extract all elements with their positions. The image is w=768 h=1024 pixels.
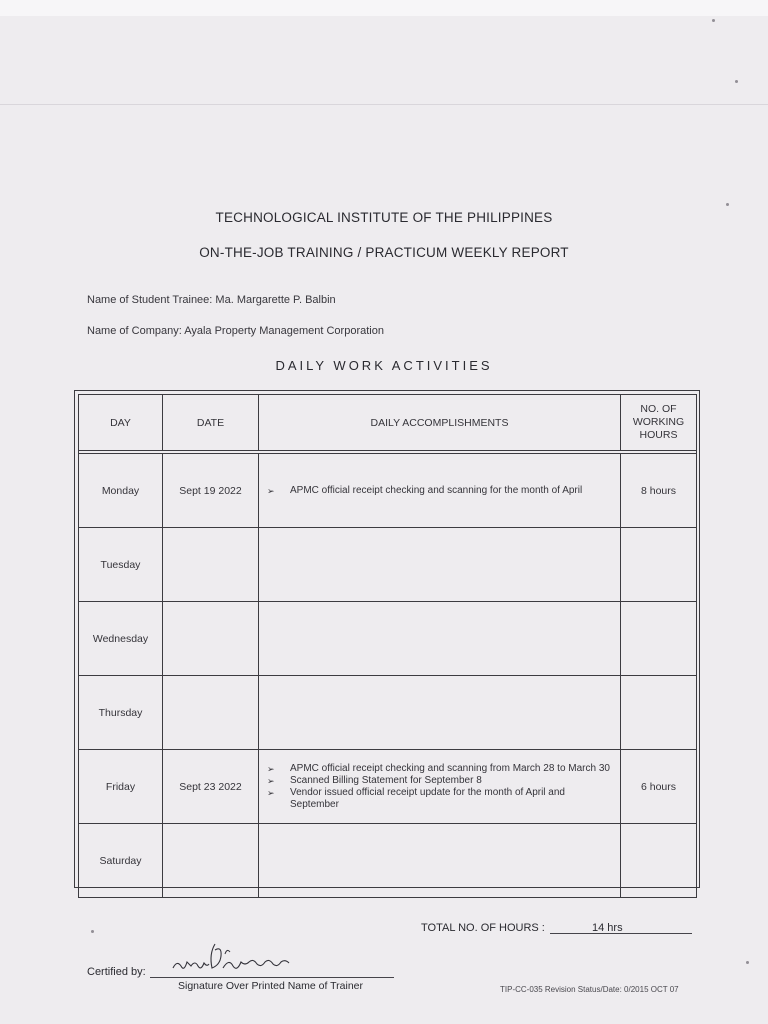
header-accomplishments: DAILY ACCOMPLISHMENTS [259,395,621,451]
activities-table [78,394,697,898]
paper-fold-line [0,104,768,105]
table-row [79,454,697,528]
arrow-bullet-icon: ➢ [267,787,275,798]
accomplishment-item: ➢ Vendor issued official receipt update for the month of April and September [267,786,565,810]
row-accomplishments [259,750,621,824]
scan-speck [726,203,729,206]
company-label: Name of Company: [87,325,182,337]
scan-speck [735,80,738,83]
scan-speck [91,930,94,933]
row-accomplishments [259,602,621,676]
row-accomplishments [259,824,621,898]
trainee-label: Name of Student Trainee: [87,294,213,306]
row-date [163,824,259,898]
row-day: Thursday [79,676,163,750]
accomplishment-item: ➢ APMC official receipt checking and scanning for the month of April [267,484,583,496]
scan-speck [712,19,715,22]
row-day: Saturday [79,824,163,898]
table-row [79,824,697,898]
company-line [87,325,384,337]
row-hours [621,528,697,602]
row-day: Tuesday [79,528,163,602]
certified-by-label: Certified by: [87,966,146,978]
row-accomplishments [259,528,621,602]
row-date [163,602,259,676]
accomplishment-item: ➢ APMC official receipt checking and scanning from March 28 to March 30 [267,762,610,774]
scan-speck [746,961,749,964]
header-working-hours: NO. OF WORKING HOURS [621,395,697,451]
row-date: Sept 19 2022 [163,454,259,528]
row-date: Sept 23 2022 [163,750,259,824]
header-date: DATE [163,395,259,451]
total-hours-value: 14 hrs [592,922,623,934]
accomplishment-item: ➢ Scanned Billing Statement for September 8 [267,774,482,786]
row-hours [621,824,697,898]
institution-title: TECHNOLOGICAL INSTITUTE OF THE PHILIPPINES [215,210,553,225]
total-hours-label: TOTAL NO. OF HOURS : [421,922,545,934]
table-row [79,602,697,676]
row-hours [621,602,697,676]
table-row [79,750,697,824]
row-day: Friday [79,750,163,824]
row-accomplishments [259,454,621,528]
form-code: TIP-CC-035 Revision Status/Date: 0/2015 OCT 07 [500,985,679,994]
activities-table-container [78,394,696,884]
section-title: DAILY WORK ACTIVITIES [275,358,493,373]
row-day: Monday [79,454,163,528]
table-row [79,676,697,750]
header-day: DAY [79,395,163,451]
arrow-bullet-icon: ➢ [267,763,275,774]
row-hours [621,676,697,750]
company-name: Ayala Property Management Corporation [184,325,384,337]
row-hours: 6 hours [621,750,697,824]
row-date [163,676,259,750]
trainee-name: Ma. Margarette P. Balbin [215,294,336,306]
row-hours: 8 hours [621,454,697,528]
arrow-bullet-icon: ➢ [267,775,275,786]
arrow-bullet-icon: ➢ [267,485,275,496]
table-row [79,528,697,602]
row-accomplishments [259,676,621,750]
row-date [163,528,259,602]
scan-top-edge [0,0,768,16]
row-day: Wednesday [79,602,163,676]
report-title: ON-THE-JOB TRAINING / PRACTICUM WEEKLY REPORT [199,245,569,260]
trainee-line [87,294,336,306]
table-header-row [79,395,697,451]
signature-caption: Signature Over Printed Name of Trainer [178,980,364,992]
handwritten-signature [165,938,315,978]
